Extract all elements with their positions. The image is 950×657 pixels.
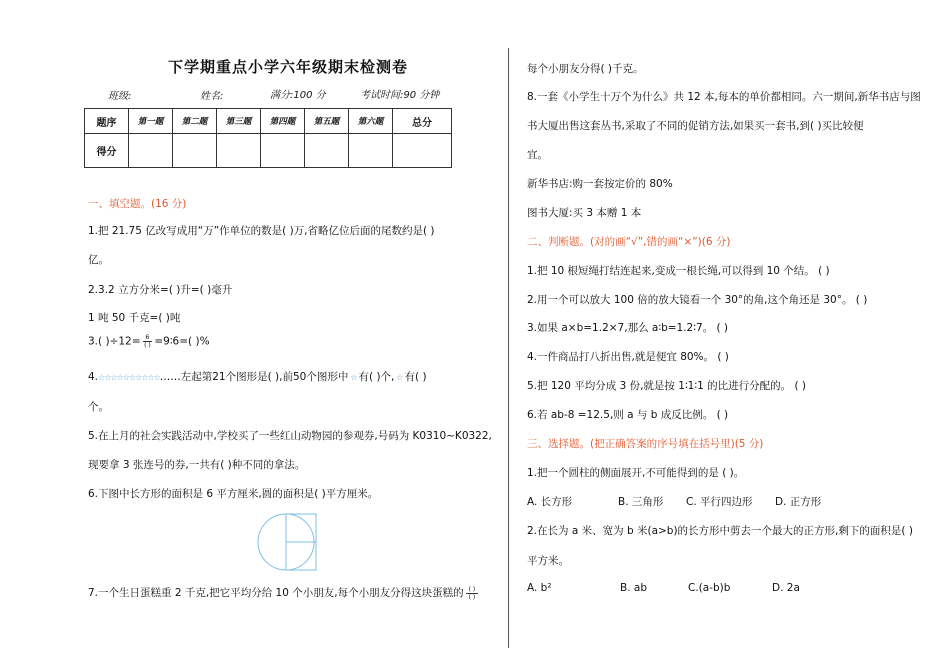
question-4-part-a: 4.: [88, 371, 99, 383]
judgment-4: 4.一件商品打八折出售,就是便宜 80%。 ( ): [527, 351, 729, 363]
score-table-score-row: [85, 134, 452, 168]
section-2-title: 二、判断题。(对的画“√”,错的画“×”)(6 分): [527, 236, 731, 248]
full-score: 满分:100 分: [270, 90, 326, 101]
class-label: 班级:: [108, 91, 132, 102]
choice-2-option-b[interactable]: B. ab: [620, 582, 647, 594]
question-6: 6.下图中长方形的面积是 6 平方厘米,圆的面积是( )平方厘米。: [88, 488, 379, 500]
choice-1-option-d[interactable]: D. 正方形: [775, 496, 822, 508]
score-cell[interactable]: [349, 134, 393, 168]
question-3: [88, 334, 210, 349]
score-cell[interactable]: [129, 134, 173, 168]
score-cell[interactable]: [393, 134, 452, 168]
question-2-line-1: 2.3.2 立方分米=( )升=( )毫升: [88, 284, 233, 296]
fraction-denominator: ( ): [144, 342, 151, 349]
score-table-header-row: [85, 109, 452, 134]
question-8-line-1: 8.一套《小学生十万个为什么》共 12 本,每本的单价都相同。六一期间,新华书店与图: [527, 91, 921, 103]
choice-2-line-2: 平方米。: [527, 555, 569, 567]
circle-rectangle-figure: [256, 512, 320, 572]
fraction-numerator: ( ): [466, 586, 479, 594]
fraction: [143, 334, 153, 349]
table-cell: 第一题: [129, 109, 173, 134]
star-pattern-icon: ☆☆☆☆☆☆☆☆☆☆: [98, 373, 160, 382]
table-cell: 题序: [85, 109, 129, 134]
table-cell: 总分: [393, 109, 452, 134]
column-divider: [508, 48, 509, 648]
question-8-line-3: 宜。: [527, 149, 548, 161]
choice-1-option-a[interactable]: A. 长方形: [527, 496, 573, 508]
question-2-line-2: 1 吨 50 千克=( )吨: [88, 312, 181, 324]
judgment-5: 5.把 120 平均分成 3 份,就是按 1∶1∶1 的比进行分配的。 ( ): [527, 380, 806, 392]
fraction-denominator: ( ): [468, 593, 476, 601]
question-4-part-b: ……左起第21个图形是( ),前50个图形中: [159, 371, 349, 383]
choice-2-line-1: 2.在长为 a 米、宽为 b 米(a>b)的长方形中剪去一个最大的正方形,剩下的面积是( ): [527, 525, 913, 537]
choice-1-option-c[interactable]: C. 平行四边形: [686, 496, 753, 508]
table-cell: 第五题: [305, 109, 349, 134]
blank-fraction[interactable]: [466, 586, 479, 601]
choice-2-option-c[interactable]: C.(a-b)b: [688, 582, 731, 594]
question-3-part-a: 3.( )÷12=: [88, 335, 141, 348]
question-7: [88, 585, 480, 601]
choice-2-option-d[interactable]: D. 2a: [772, 582, 800, 594]
table-cell: 第三题: [217, 109, 261, 134]
section-1-title: 一、填空题。(16 分): [88, 198, 187, 210]
table-cell: 得分: [85, 134, 129, 168]
question-7-continued: 每个小朋友分得( )千克。: [527, 63, 644, 75]
choice-2-option-a[interactable]: A. b²: [527, 582, 552, 594]
choice-1-option-b[interactable]: B. 三角形: [618, 496, 664, 508]
star-icon: ☆: [350, 373, 357, 382]
exam-time: 考试时间:90 分钟: [360, 90, 440, 101]
choice-1: 1.把一个圆柱的侧面展开,不可能得到的是 ( )。: [527, 467, 745, 479]
score-cell[interactable]: [173, 134, 217, 168]
question-8-line-4: 新华书店:购一套按定价的 80%: [527, 178, 673, 190]
fraction-numerator: 6: [143, 334, 153, 342]
judgment-6: 6.若 ab-8 =12.5,则 a 与 b 成反比例。 ( ): [527, 409, 729, 421]
question-1-line-1: 1.把 21.75 亿改写成用“万”作单位的数是( )万,省略亿位后面的尾数约是( ): [88, 225, 435, 237]
question-8-line-5: 图书大厦:买 3 本赠 1 本: [527, 207, 642, 219]
question-7-text: 7.一个生日蛋糕重 2 千克,把它平均分给 10 个小朋友,每个小朋友分得这块蛋糕的: [88, 587, 464, 599]
star-icon: ☆: [396, 373, 403, 382]
table-cell: 第二题: [173, 109, 217, 134]
question-4-part-d: 有( ): [404, 371, 427, 383]
question-1-line-2: 亿。: [88, 254, 109, 266]
judgment-3: 3.如果 a×b=1.2×7,那么 a∶b=1.2∶7。 ( ): [527, 322, 729, 334]
question-4-line-2: 个。: [88, 401, 109, 413]
question-3-part-b: =9∶6=( )%: [154, 335, 210, 348]
score-table: [84, 108, 452, 168]
question-5-line-2: 现要拿 3 张连号的券,一共有( )种不同的拿法。: [88, 459, 306, 471]
table-cell: 第四题: [261, 109, 305, 134]
section-3-title: 三、选择题。(把正确答案的序号填在括号里)(5 分): [527, 438, 764, 450]
score-cell[interactable]: [261, 134, 305, 168]
judgment-1: 1.把 10 根短绳打结连起来,变成一根长绳,可以得到 10 个结。 ( ): [527, 265, 830, 277]
question-5-line-1: 5.在上月的社会实践活动中,学校买了一些红山动物园的参观券,号码为 K0310~K0322,: [88, 430, 492, 442]
table-cell: 第六题: [349, 109, 393, 134]
question-4: [88, 369, 427, 384]
question-4-part-c: 有( )个,: [358, 371, 395, 383]
score-cell[interactable]: [305, 134, 349, 168]
score-cell[interactable]: [217, 134, 261, 168]
question-8-line-2: 书大厦出售这套丛书,采取了不同的促销方法,如果买一套书,到( )买比较便: [527, 120, 864, 132]
judgment-2: 2.用一个可以放大 100 倍的放大镜看一个 30°的角,这个角还是 30°。 ( ): [527, 294, 868, 306]
page-title: 下学期重点小学六年级期末检测卷: [168, 58, 409, 76]
name-label: 姓名:: [200, 91, 224, 102]
